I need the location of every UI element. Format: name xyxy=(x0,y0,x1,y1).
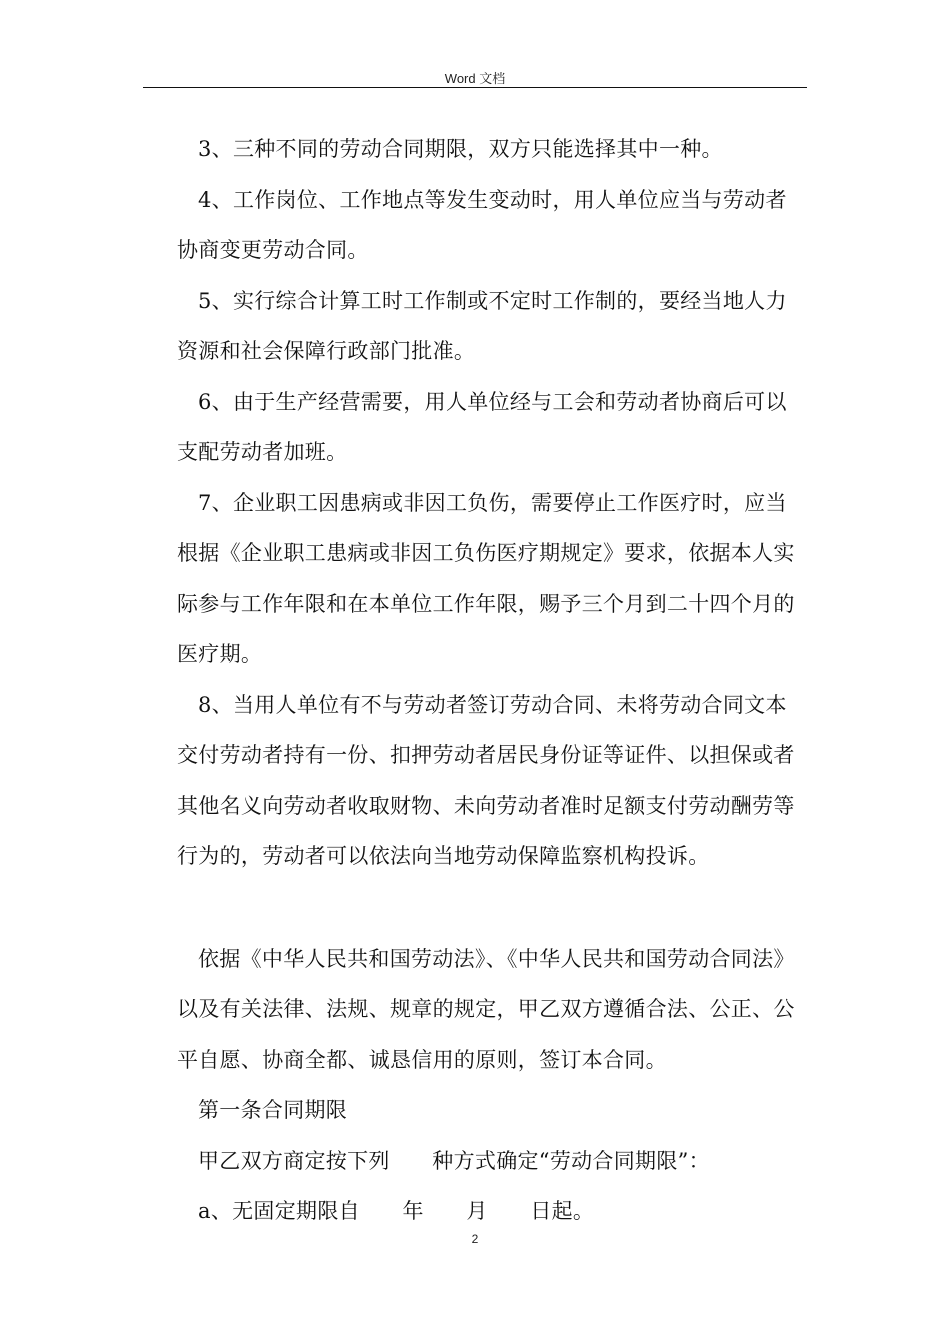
paragraph-item-8: 8、当用人单位有不与劳动者签订劳动合同、未将劳动合同文本交付劳动者持有一份、扣押劳动者居民身份证等证件、以担保或者其他名义向劳动者收取财物、未向劳动者准时足额支付劳动酬劳等行为的，劳动者可以依法向当地劳动保障监察机构投诉。 xyxy=(177,692,795,868)
paragraph-item-3: 3、三种不同的劳动合同期限，双方只能选择其中一种。 xyxy=(198,137,723,161)
document-body xyxy=(177,124,805,1237)
paragraph-spacer xyxy=(177,882,805,934)
paragraph-item-4: 4、工作岗位、工作地点等发生变动时，用人单位应当与劳动者协商变更劳动合同。 xyxy=(177,187,787,262)
article-one-heading: 第一条合同期限 xyxy=(198,1098,348,1122)
paragraph-item-6: 6、由于生产经营需要，用人单位经与工会和劳动者协商后可以支配劳动者加班。 xyxy=(177,389,787,464)
header-divider xyxy=(143,87,807,88)
paragraph-item-7: 7、企业职工因患病或非因工负伤，需要停止工作医疗时，应当根据《企业职工患病或非因工负伤医疗期规定》要求，依据本人实际参与工作年限和在本单位工作年限，赐予三个月到二十四个月的医疗期。 xyxy=(177,490,795,666)
contract-term-method: 甲乙双方商定按下列 种方式确定“劳动合同期限”： xyxy=(198,1148,710,1173)
page-header-title: Word 文档 xyxy=(444,71,506,86)
contract-term-option-a: a、无固定期限自 年 月 日起。 xyxy=(198,1199,595,1223)
contract-preamble: 依据《中华人民共和国劳动法》、《中华人民共和国劳动合同法》以及有关法律、法规、规章的规定，甲乙双方遵循合法、公正、公平自愿、协商全都、诚恳信用的原则，签订本合同。 xyxy=(177,946,795,1072)
page-number: 2 xyxy=(471,1232,479,1246)
paragraph-item-5: 5、实行综合计算工时工作制或不定时工作制的，要经当地人力资源和社会保障行政部门批准。 xyxy=(177,288,787,363)
